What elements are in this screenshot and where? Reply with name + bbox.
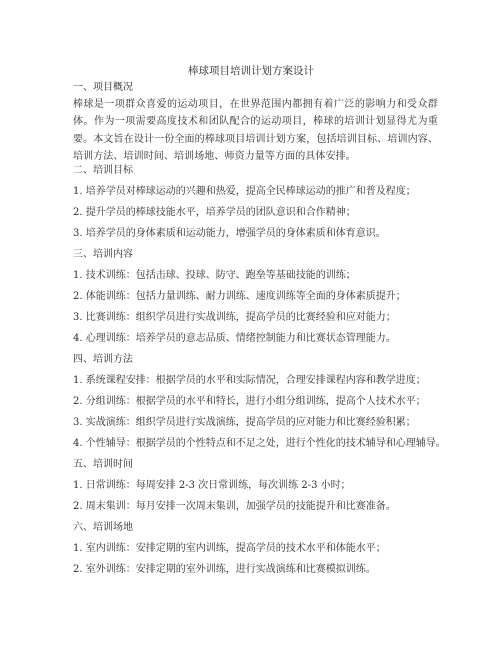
content-item: 1. 技术训练：包括击球、投球、防守、跑垒等基础技能的训练； <box>73 270 356 281</box>
section-heading-venue: 六、培训场地 <box>73 522 133 533</box>
section-heading-content: 三、培训内容 <box>73 249 133 260</box>
content-item: 3. 比赛训练：组织学员进行实战训练，提高学员的比赛经验和应对能力； <box>73 312 396 323</box>
method-item: 4. 个性辅导：根据学员的个性特点和不足之处，进行个性化的技术辅导和心理辅导。 <box>73 438 446 449</box>
document-title: 棒球项目培训计划方案设计 <box>188 65 314 77</box>
goal-item: 2. 提升学员的棒球技能水平，培养学员的团队意识和合作精神； <box>73 207 356 218</box>
method-item: 1. 系统课程安排：根据学员的水平和实际情况，合理安排课程内容和教学进度； <box>73 375 426 386</box>
method-item: 2. 分组训练：根据学员的水平和特长，进行小组分组训练，提高个人技术水平； <box>73 396 426 407</box>
section-heading-goals: 二、培训目标 <box>73 165 133 176</box>
section-heading-schedule: 五、培训时间 <box>73 459 133 470</box>
method-item: 3. 实战演练：组织学员进行实战演练，提高学员的应对能力和比赛经验积累； <box>73 417 416 428</box>
venue-item: 2. 室外训练：安排定期的室外训练，进行实战演练和比赛模拟训练。 <box>73 564 376 575</box>
overview-paragraph: 棒球是一项群众喜爱的运动项目，在世界范围内都拥有着广泛的影响力和受众群体。作为一项需要高度技术和团队配合的运动项目，棒球的培训计划显得尤为重要。本文旨在设计一份全面的棒球项目培训计划方案，包括培训目标、培训内容、培训方法、培训时间、培训场地、师资力量等方面的具体安排。 <box>73 99 438 163</box>
goal-item: 3. 培养学员的身体素质和运动能力，增强学员的身体素质和体育意识。 <box>73 228 386 239</box>
content-item: 2. 体能训练：包括力量训练、耐力训练、速度训练等全面的身体素质提升； <box>73 291 406 302</box>
venue-item: 1. 室内训练：安排定期的室内训练，提高学员的技术水平和体能水平； <box>73 543 386 554</box>
schedule-item: 2. 周末集训：每月安排一次周末集训，加强学员的技能提升和比赛准备。 <box>73 501 396 512</box>
section-heading-methods: 四、培训方法 <box>73 354 133 365</box>
content-item: 4. 心理训练：培养学员的意志品质、情绪控制能力和比赛状态管理能力。 <box>73 333 396 344</box>
goal-item: 1. 培养学员对棒球运动的兴趣和热爱，提高全民棒球运动的推广和普及程度； <box>73 186 416 197</box>
section-heading-overview: 一、项目概况 <box>73 82 133 93</box>
schedule-item: 1. 日常训练：每周安排 2-3 次日常训练，每次训练 2-3 小时； <box>73 480 351 491</box>
